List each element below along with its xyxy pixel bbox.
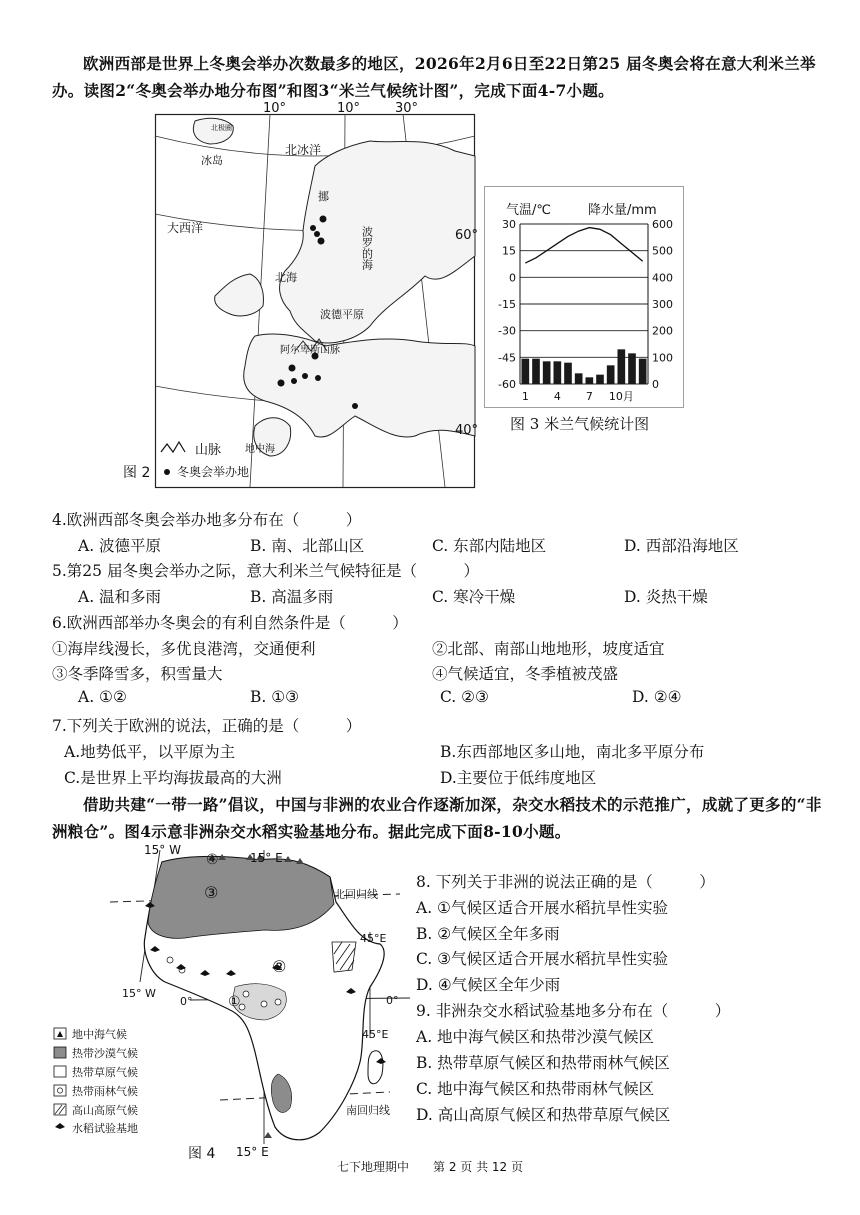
- norway-label: 挪: [318, 190, 329, 203]
- precip-bar: [607, 365, 615, 384]
- q9-option-a[interactable]: A. 地中海气候区和热带沙漠气候区: [416, 1028, 655, 1046]
- q6-option-c[interactable]: C. ②③: [440, 688, 489, 706]
- q7-option-d[interactable]: D.主要位于低纬度地区: [440, 769, 597, 787]
- fig2-caption: 图 2: [123, 465, 151, 481]
- q8-option-a[interactable]: A. ①气候区适合开展水稻抗旱性实验: [416, 899, 668, 917]
- page-footer: 七下地理期中 第 2 页 共 12 页: [337, 1160, 523, 1174]
- question-9-stem: 9. 非洲杂交水稻试验基地多分布在（ ）: [416, 1002, 731, 1020]
- precip-tick-label: 600: [652, 218, 673, 231]
- figure-4-africa-map: [50, 842, 410, 1158]
- lon-label-1: 10°: [263, 101, 287, 116]
- figure-2-europe-map: [155, 96, 479, 488]
- precip-bar: [628, 353, 636, 384]
- region-2-label: ②: [272, 957, 287, 976]
- lon-label-2: 10°: [337, 101, 361, 116]
- precip-bar: [639, 359, 647, 384]
- q9-option-d[interactable]: D. 高山高原气候区和热带草原气候区: [416, 1106, 671, 1124]
- month-tick-label: 10月: [608, 390, 634, 403]
- fig4-caption: 图 4: [188, 1146, 216, 1162]
- legend-desert: 热带沙漠气候: [72, 1047, 138, 1060]
- arctic-circle-label: 北极圈: [211, 124, 232, 132]
- month-tick-label: 4: [553, 390, 561, 403]
- q9-option-b[interactable]: B. 热带草原气候区和热带雨林气候区: [416, 1054, 670, 1072]
- region-3-label: ③: [204, 883, 219, 902]
- q5-option-a[interactable]: A. 温和多雨: [78, 588, 162, 606]
- lat-label-40: 40°: [455, 423, 479, 438]
- question-7-stem: 7.下列关于欧洲的说法，正确的是（ ）: [52, 717, 362, 735]
- temp-tick-label: -60: [498, 378, 516, 391]
- precip-axis-title: 降水量/mm: [588, 203, 657, 218]
- precip-tick-label: 100: [652, 351, 673, 365]
- equator-label-right: 0°: [386, 994, 399, 1007]
- q7-option-a[interactable]: A.地势低平，以平原为主: [64, 743, 236, 761]
- lon-15e-bottom: 15° E: [236, 1145, 269, 1159]
- q6-option-d[interactable]: D. ②④: [632, 688, 682, 706]
- precip-tick-label: 400: [652, 271, 673, 285]
- fig3-caption: 图 3 米兰气候统计图: [510, 415, 650, 433]
- precip-tick-label: 300: [652, 298, 673, 311]
- temp-tick-label: 0: [509, 271, 516, 285]
- atlantic-label: 大西洋: [167, 221, 204, 235]
- precip-tick-label: 200: [652, 324, 673, 338]
- precip-bar: [575, 373, 583, 384]
- temp-tick-label: 15: [502, 244, 516, 258]
- mediterranean-label: 地中海: [245, 444, 275, 455]
- alps-label: 阿尔卑斯山脉: [280, 345, 340, 356]
- precip-tick-label: 0: [652, 378, 659, 391]
- legend-highland: 高山高原气候: [72, 1104, 138, 1117]
- q6-item-1: ①海岸线漫长，多优良港湾，交通便利: [52, 640, 316, 658]
- region-1-label: ①: [228, 994, 241, 1010]
- tropic-capricorn-label: 南回归线: [346, 1104, 390, 1117]
- legend-rainforest: 热带雨林气候: [72, 1085, 138, 1098]
- q5-option-b[interactable]: B. 高温多雨: [250, 588, 334, 606]
- lon-15e-top: 15° E: [250, 851, 283, 865]
- legend-rice-base: 水稻试验基地: [72, 1122, 138, 1135]
- temp-tick-label: -45: [498, 351, 516, 365]
- question-4-stem: 4.欧洲西部冬奥会举办地多分布在（ ）: [52, 511, 362, 529]
- lon-15w-top: 15° W: [144, 843, 181, 857]
- q4-option-b[interactable]: B. 南、北部山区: [250, 537, 365, 555]
- lat-label-60: 60°: [455, 228, 479, 243]
- precip-tick-label: 500: [652, 244, 673, 258]
- temp-tick-label: 30: [502, 218, 516, 231]
- q5-option-c[interactable]: C. 寒冷干燥: [432, 588, 516, 606]
- precip-bar: [554, 361, 562, 384]
- month-tick-label: 7: [585, 390, 593, 403]
- figure-3-climate-chart: [484, 186, 684, 408]
- plain-label: 波德平原: [320, 308, 364, 321]
- month-tick-label: 1: [521, 390, 529, 403]
- temp-tick-label: -15: [498, 298, 516, 311]
- q4-option-c[interactable]: C. 东部内陆地区: [432, 537, 547, 555]
- iceland-label: 冰岛: [201, 154, 223, 167]
- site-legend-icon: [164, 469, 170, 475]
- q6-item-3: ③冬季降雪多，积雪量大: [52, 665, 223, 683]
- legend-savanna: 热带草原气候: [72, 1066, 138, 1079]
- question-5-stem: 5.第25 届冬奥会举办之际，意大利米兰气候特征是（ ）: [52, 562, 479, 580]
- legend-mountain-label: 山脉: [195, 443, 222, 458]
- baltic-label: 波罗的海: [360, 226, 374, 270]
- north-sea-label: 北海: [275, 271, 297, 284]
- precip-bar: [564, 363, 572, 384]
- equator-label-left: 0°: [180, 995, 193, 1008]
- q7-option-b[interactable]: B.东西部地区多山地，南北多平原分布: [440, 743, 705, 761]
- lon-45e-label: 45°E: [360, 932, 387, 945]
- q4-option-d[interactable]: D. 西部沿海地区: [624, 537, 739, 555]
- question-6-stem: 6.欧洲西部举办冬奥会的有利自然条件是（ ）: [52, 614, 408, 632]
- fig4-legend: [54, 1027, 138, 1135]
- legend-mediterranean: 地中海气候: [72, 1028, 127, 1041]
- precip-bar: [618, 349, 626, 384]
- q8-option-c[interactable]: C. ③气候区适合开展水稻抗旱性实验: [416, 950, 669, 968]
- q6-option-b[interactable]: B. ①③: [250, 688, 300, 706]
- lon-45e-label-2: 45°E: [362, 1028, 389, 1041]
- q7-option-c[interactable]: C.是世界上平均海拔最高的大洲: [64, 769, 282, 787]
- tropic-cancer-label: 北回归线: [334, 888, 378, 901]
- q8-option-b[interactable]: B. ②气候区全年多雨: [416, 925, 560, 943]
- precip-bar: [522, 359, 530, 384]
- temp-axis-title: 气温/℃: [506, 203, 551, 218]
- q4-option-a[interactable]: A. 波德平原: [78, 537, 162, 555]
- arctic-ocean-label: 北冰洋: [285, 143, 322, 157]
- precip-bar: [532, 359, 540, 384]
- precip-bar: [543, 361, 551, 384]
- precip-bar: [586, 377, 594, 384]
- lon-label-3: 30°: [395, 101, 419, 116]
- q5-option-d[interactable]: D. 炎热干燥: [624, 588, 708, 606]
- question-8-stem: 8. 下列关于非洲的说法正确的是（ ）: [416, 873, 715, 891]
- legend-site-label: 冬奥会举办地: [177, 465, 250, 479]
- intro-paragraph-1: 欧洲西部是世界上冬奥会举办次数最多的地区，2026年2月6日至22日第25 届冬奥会将在意大利米兰举办。读图2“冬奥会举办地分布图”和图3“米兰气候统计图”，完成下面4-7小题。: [52, 54, 816, 100]
- q9-option-c[interactable]: C. 地中海气候区和热带雨林气候区: [416, 1080, 655, 1098]
- lon-15w-label: 15° W: [122, 987, 156, 1000]
- temp-tick-label: -30: [498, 324, 516, 338]
- q6-item-4: ④气候适宜，冬季植被茂盛: [432, 665, 619, 683]
- intro-paragraph-2: 借助共建“一带一路”倡议，中国与非洲的农业合作逐渐加深，杂交水稻技术的示范推广，成就了更多的“非洲粮仓”。图4示意非洲杂交水稻实验基地分布。据此完成下面8-10小题。: [52, 795, 822, 841]
- precip-bar: [596, 375, 604, 384]
- q6-item-2: ②北部、南部山地地形，坡度适宜: [432, 640, 665, 658]
- q8-option-d[interactable]: D. ④气候区全年少雨: [416, 976, 561, 994]
- region-4-label: ④: [206, 852, 219, 868]
- q6-option-a[interactable]: A. ①②: [78, 688, 127, 706]
